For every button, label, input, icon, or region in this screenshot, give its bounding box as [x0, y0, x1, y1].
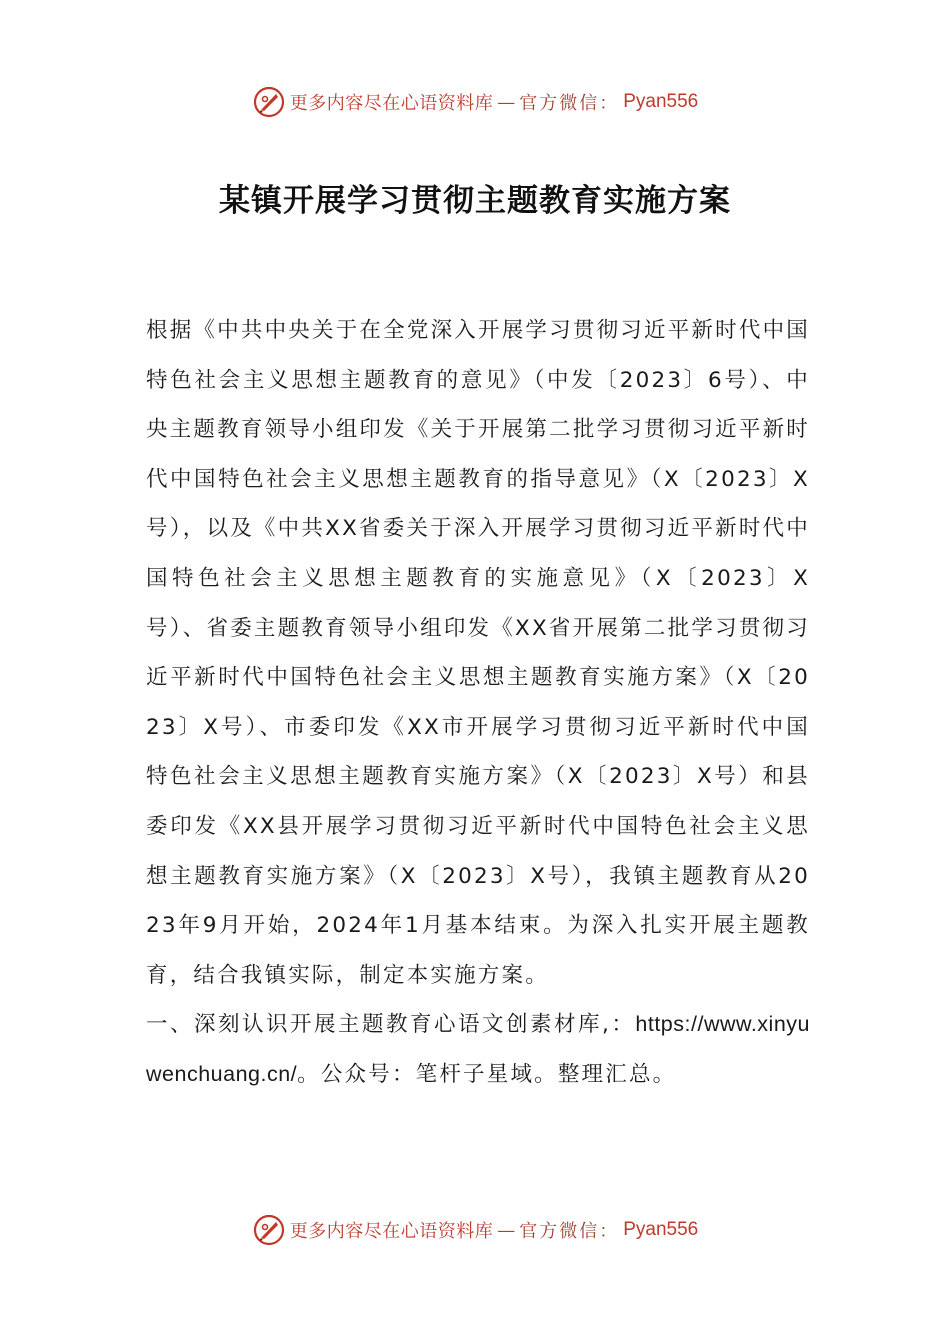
- section-heading-1-suffix: 。公众号：笔杆子星域。整理汇总。: [297, 1061, 677, 1087]
- watermark-dash: —: [497, 91, 516, 113]
- section-heading-1: [146, 1000, 810, 1099]
- watermark-text: 更多内容尽在心语资料库: [289, 1221, 494, 1242]
- watermark-text: 更多内容尽在心语资料库: [289, 93, 494, 114]
- watermark-dash: —: [497, 1219, 516, 1241]
- document-title: 某镇开展学习贯彻主题教育实施方案: [219, 183, 731, 219]
- header-watermark: [0, 82, 950, 122]
- quill-logo-icon: [252, 1213, 286, 1247]
- footer-watermark: [0, 1210, 950, 1250]
- website-link[interactable]: https://www.xinyuwenchuang.cn/: [146, 1012, 810, 1086]
- watermark-wechat-id: Pyan556: [623, 1219, 699, 1240]
- watermark-official-label: 官方微信：: [519, 1221, 620, 1242]
- section-heading-1-text: 一、深刻认识开展主题教育心语文创素材库,：: [146, 1012, 636, 1038]
- intro-paragraph: 根据《中共中央关于在全党深入开展学习贯彻习近平新时代中国特色社会主义思想主题教育的意见》（中发〔2023〕6号）、中央主题教育领导小组印发《关于开展第二批学习贯彻习近平新时代中国特色社会主义思想主题教育的指导意见》（X〔2023〕X号），以及《中共XX省委关于深入开展学习贯彻习近平新时代中国特色社会主义思想主题教育的实施意见》（X〔2023〕X号）、省委主题教育领导小组印发《XX省开展第二批学习贯彻习近平新时代中国特色社会主义思想主题教育实施方案》（X〔2023〕X号）、市委印发《XX市开展学习贯彻习近平新时代中国特色社会主义思想主题教育实施方案》（X〔2023〕X号）和县委印发《XX县开展学习贯彻习近平新时代中国特色社会主义思想主题教育实施方案》（X〔2023〕X号），我镇主题教育从2023年9月开始，2024年1月基本结束。为深入扎实开展主题教育，结合我镇实际，制定本实施方案。: [146, 318, 810, 988]
- quill-logo-icon: [252, 85, 286, 119]
- document-body: [146, 306, 810, 1100]
- watermark-wechat-id: Pyan556: [623, 91, 699, 112]
- watermark-official-label: 官方微信：: [519, 93, 620, 114]
